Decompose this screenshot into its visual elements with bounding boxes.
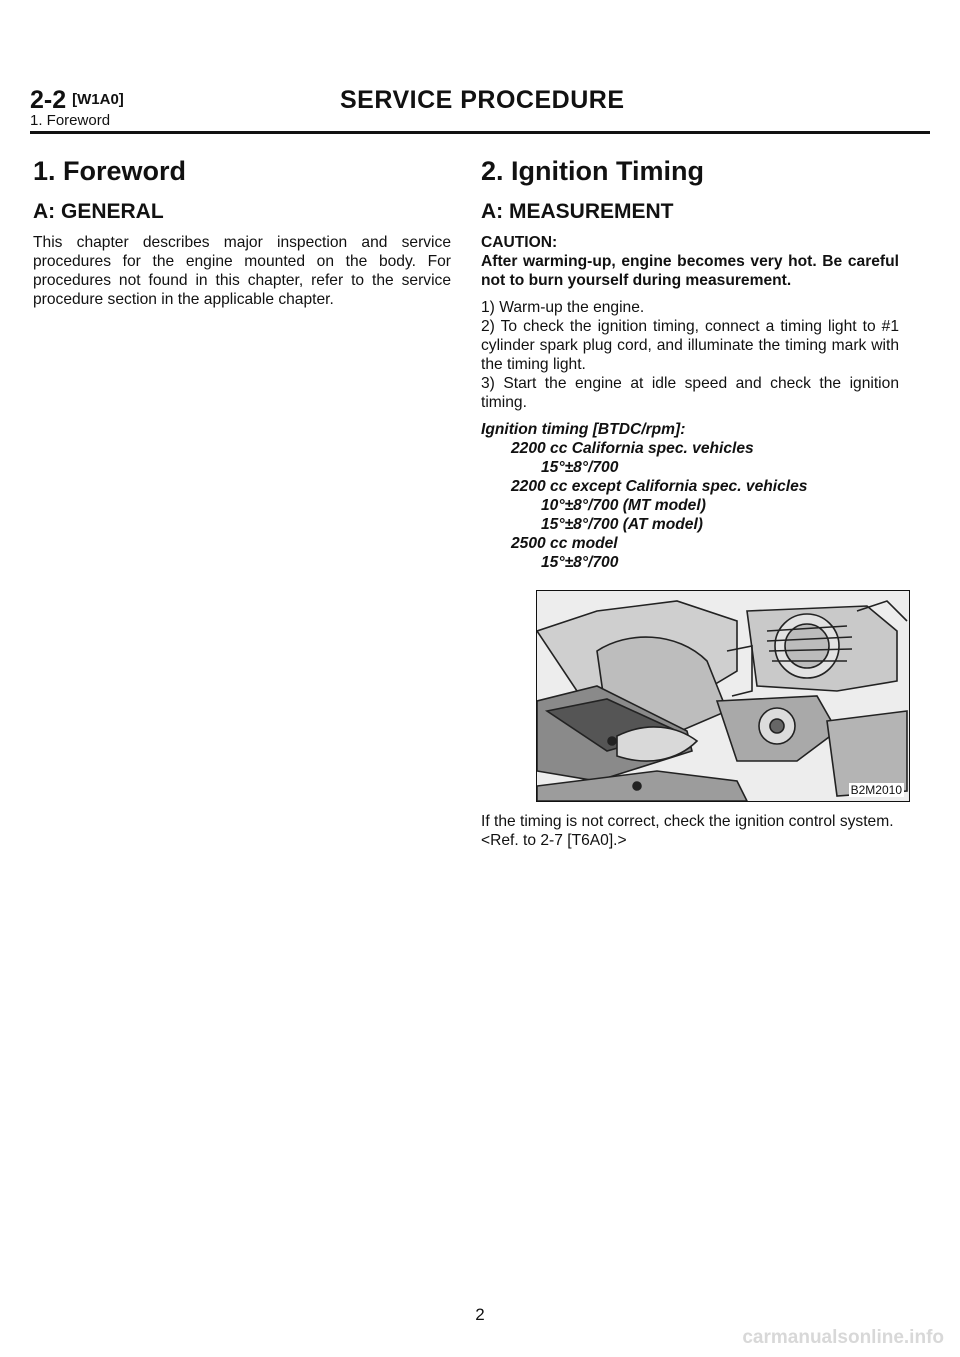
spec-value-3: 15°±8°/700 — [541, 554, 619, 571]
spec-value-2b: 15°±8°/700 (AT model) — [541, 516, 703, 533]
general-body: This chapter describes major inspection and service procedures for the engine mounted on the body. For procedures not found in this chapter, refer to the service procedure section in the applicable chapter. — [33, 234, 451, 308]
section-code: 2-2 [W1A0] — [30, 86, 124, 114]
spec-value-1: 15°±8°/700 — [541, 459, 619, 476]
step-2: 2) To check the ignition timing, connect a timing light to #1 cylinder spark plug cord, and illuminate the timing mark with the timing light. — [481, 318, 899, 373]
spec-case-1: 2200 cc California spec. vehicles — [511, 440, 754, 457]
reference-link[interactable]: <Ref. to 2-7 [T6A0].> — [481, 832, 627, 849]
watermark: carmanualsonline.info — [742, 1327, 944, 1348]
spec-value-2a: 10°±8°/700 (MT model) — [541, 497, 706, 514]
figure-label: B2M2010 — [850, 783, 902, 797]
step-1: 1) Warm-up the engine. — [481, 299, 645, 316]
left-column — [33, 155, 451, 309]
page-number: 2 — [475, 1305, 485, 1324]
spec-case-3: 2500 cc model — [511, 535, 618, 552]
spec-title: Ignition timing [BTDC/rpm]: — [481, 421, 686, 438]
caution-label: CAUTION: — [481, 234, 558, 251]
right-column — [481, 155, 902, 850]
step-list — [481, 298, 899, 412]
ignition-timing-heading: 2. Ignition Timing — [481, 156, 704, 186]
header-subtitle: 1. Foreword — [30, 112, 111, 129]
general-heading: A: GENERAL — [33, 200, 164, 223]
engine-illustration — [537, 591, 909, 801]
spec-case-2: 2200 cc except California spec. vehicles — [511, 478, 808, 495]
section-ref: [W1A0] — [72, 91, 124, 108]
after-text: If the timing is not correct, check the ignition control system. — [481, 813, 894, 830]
measurement-heading: A: MEASUREMENT — [481, 200, 674, 223]
ignition-spec — [481, 420, 899, 572]
caution-text: After warming-up, engine becomes very hot. Be careful not to burn yourself during measurement. — [481, 253, 899, 289]
header-rule — [30, 131, 930, 134]
timing-light-figure — [536, 590, 910, 802]
foreword-heading: 1. Foreword — [33, 156, 187, 186]
header-title: SERVICE PROCEDURE — [340, 86, 625, 114]
step-3: 3) Start the engine at idle speed and check the ignition timing. — [481, 375, 899, 411]
